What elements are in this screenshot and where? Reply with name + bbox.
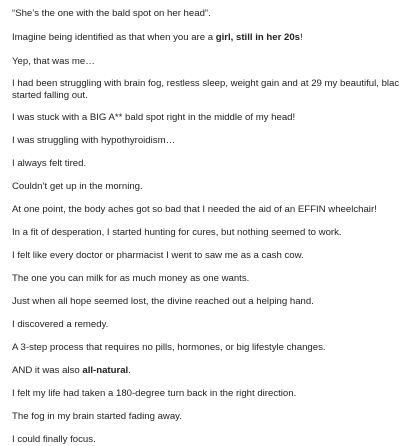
paragraph-natural — [12, 365, 400, 377]
paragraph-fog — [12, 411, 400, 423]
paragraph-text: Just when all hope seemed lost, the divine reached out a helping hand. — [12, 296, 314, 307]
paragraph-text-line-2: started falling out. — [12, 90, 88, 101]
paragraph-wheelchair — [12, 204, 400, 216]
paragraph-turn — [12, 388, 400, 400]
paragraph-cash-cow — [12, 250, 400, 262]
paragraph-text: “She’s the one with the bald spot on her head”. — [12, 8, 211, 19]
paragraph-process — [12, 342, 400, 354]
paragraph-text: I felt my life had taken a 180-degree turn back in the right direction. — [12, 388, 297, 399]
paragraph-text-before: Imagine being identified as that when you are a — [12, 32, 216, 43]
paragraph-tired — [12, 158, 400, 170]
paragraph-text: I was struggling with hypothyroidism… — [12, 135, 176, 146]
paragraph-identified — [12, 32, 400, 44]
paragraph-remedy — [12, 319, 400, 331]
paragraph-milk — [12, 273, 400, 285]
paragraph-bold-text: girl, still in her 20s — [215, 32, 300, 43]
paragraph-text: The one you can milk for as much money as one wants. — [12, 273, 250, 284]
paragraph-text: Couldn’t get up in the morning. — [12, 181, 143, 192]
paragraph-bald-spot — [12, 112, 400, 124]
paragraph-text-before: AND it was also — [12, 365, 83, 376]
paragraph-text: I always felt tired. — [12, 158, 87, 169]
paragraph-text: At one point, the body aches got so bad that I needed the aid of an EFFIN wheelchair! — [12, 204, 377, 215]
paragraph-hope — [12, 296, 400, 308]
paragraph-text: I felt like every doctor or pharmacist I went to saw me as a cash cow. — [12, 250, 304, 261]
document-body — [12, 0, 400, 445]
paragraph-text: In a fit of desperation, I started hunting for cures, but nothing seemed to work. — [12, 227, 342, 238]
paragraph-morning — [12, 181, 400, 193]
paragraph-text: Yep, that was me… — [12, 56, 95, 67]
paragraph-bold-text: all-natural — [82, 365, 129, 376]
paragraph-text-after: . — [128, 365, 131, 376]
paragraph-hypothyroidism — [12, 135, 400, 147]
paragraph-text: I could finally focus. — [12, 434, 96, 445]
paragraph-focus — [12, 434, 400, 446]
paragraph-text-after: ! — [300, 32, 303, 43]
paragraph-struggling — [12, 78, 400, 102]
paragraph-text: The fog in my brain started fading away. — [12, 411, 182, 422]
paragraph-desperation — [12, 227, 400, 239]
paragraph-text: A 3-step process that requires no pills, hormones, or big lifestyle changes. — [12, 342, 326, 353]
paragraph-text: I discovered a remedy. — [12, 319, 109, 330]
paragraph-text-line-1: I had been struggling with brain fog, restless sleep, weight gain and at 29 my beautiful, blac — [12, 78, 400, 89]
paragraph-text: I was stuck with a BIG A** bald spot right in the middle of my head! — [12, 112, 296, 123]
paragraph-quote — [12, 8, 400, 20]
paragraph-yep — [12, 56, 400, 68]
